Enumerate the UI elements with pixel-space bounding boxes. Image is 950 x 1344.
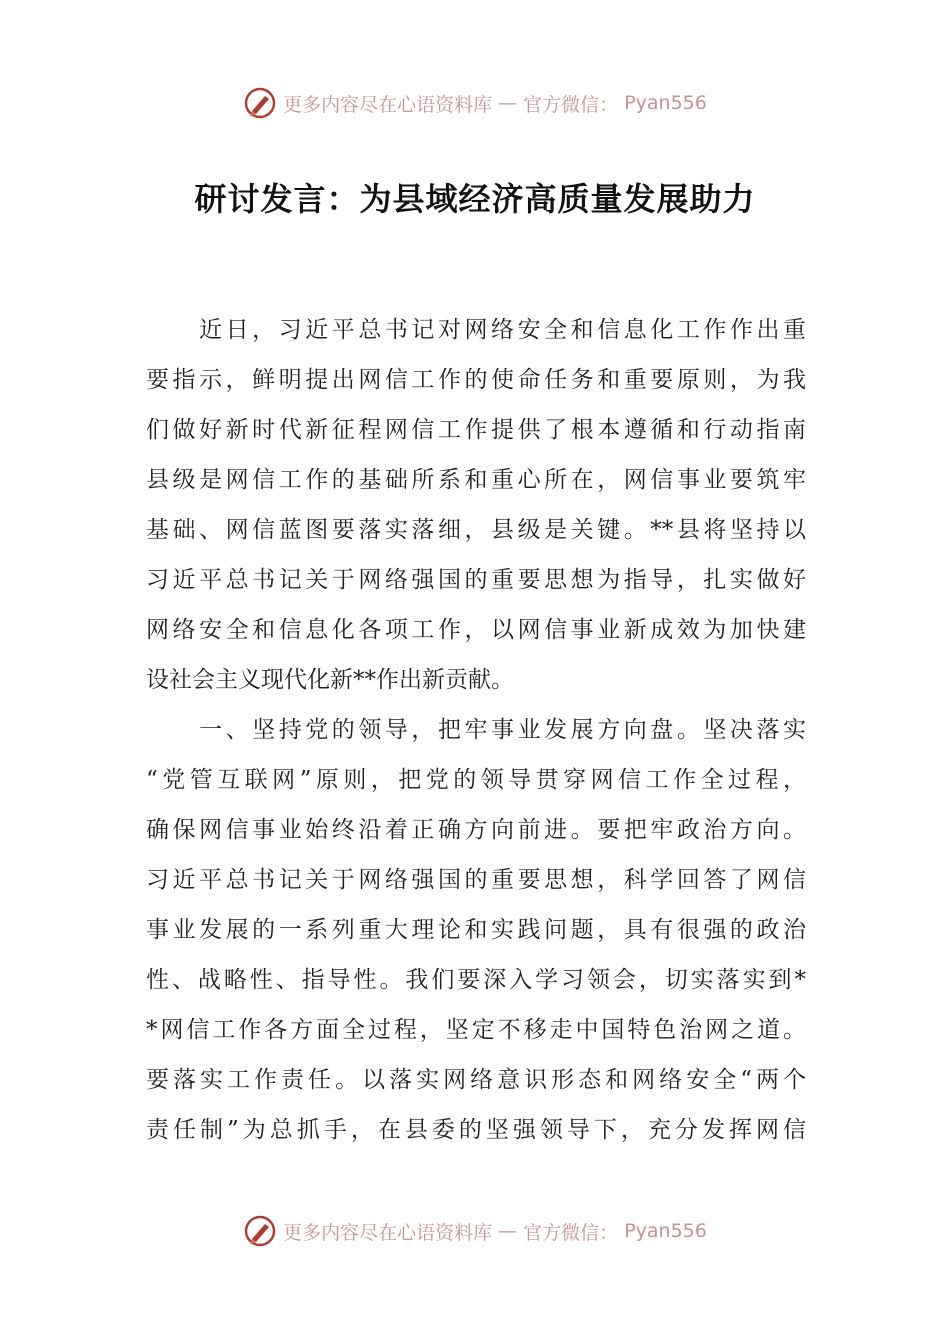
document-title: 研讨发言：为县域经济高质量发展助力 [194, 180, 756, 218]
pen-logo-icon [243, 1214, 277, 1248]
watermark-wechat-label: 官方微信： [523, 93, 619, 116]
body-line: “党管互联网”原则，把党的领导贯穿网信工作全过程， [146, 767, 806, 793]
watermark-wechat-id: Pyan556 [624, 92, 707, 114]
body-line: 责任制”为总抓手，在县委的坚强领导下，充分发挥网信 [146, 1117, 806, 1143]
body-line: 们做好新时代新征程网信工作提供了根本遵循和行动指南 [146, 417, 806, 443]
watermark-site-text: 更多内容尽在心语资料库 [283, 1221, 493, 1244]
pen-logo-icon [243, 86, 277, 120]
watermark-wechat-label: 官方微信： [523, 1221, 619, 1244]
body-line: 一、坚持党的领导，把牢事业发展方向盘。坚决落实 [146, 717, 806, 743]
body-line: 要指示，鲜明提出网信工作的使命任务和重要原则，为我 [146, 367, 806, 393]
body-line: 习近平总书记关于网络强国的重要思想，科学回答了网信 [146, 867, 806, 893]
body-line: *网信工作各方面全过程，坚定不移走中国特色治网之道。 [146, 1017, 806, 1043]
body-line: 确保网信事业始终沿着正确方向前进。要把牢政治方向。 [146, 817, 806, 843]
document-body [146, 305, 806, 1155]
watermark-dash: — [498, 92, 518, 114]
header-watermark [0, 83, 950, 123]
body-line: 基础、网信蓝图要落实落细，县级是关键。**县将坚持以 [146, 517, 806, 543]
body-line: 网络安全和信息化各项工作，以网信事业新成效为加快建 [146, 617, 806, 643]
body-line: 县级是网信工作的基础所系和重心所在，网信事业要筑牢 [146, 467, 806, 493]
body-line: 要落实工作责任。以落实网络意识形态和网络安全“两个 [146, 1067, 806, 1093]
footer-watermark [0, 1211, 950, 1251]
body-line: 习近平总书记关于网络强国的重要思想为指导，扎实做好 [146, 567, 806, 593]
watermark-site-text: 更多内容尽在心语资料库 [283, 93, 493, 116]
watermark-wechat-id: Pyan556 [624, 1220, 707, 1242]
body-line: 近日，习近平总书记对网络安全和信息化工作作出重 [146, 317, 806, 343]
watermark-dash: — [498, 1220, 518, 1242]
body-line: 性、战略性、指导性。我们要深入学习领会，切实落实到* [146, 967, 806, 993]
body-line: 设社会主义现代化新**作出新贡献。 [146, 667, 514, 693]
body-line: 事业发展的一系列重大理论和实践问题，具有很强的政治 [146, 917, 806, 943]
